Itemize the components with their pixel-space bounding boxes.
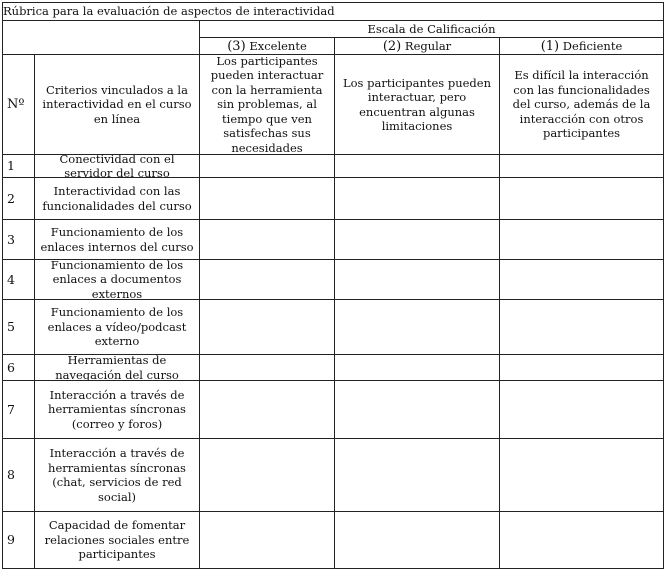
table-row [3,512,664,569]
score-cell [500,300,664,355]
criterion-text: Funcionamiento de los enlaces a vídeo/podcast externo [47,305,187,349]
criterion-text: Interacción a través de herramientas síncronas (chat, servicios de red social) [48,446,186,504]
level-description-cell [500,55,664,155]
row-number-cell [3,300,35,355]
score-cell [335,300,500,355]
criterion-text: Herramientas de navegación del curso [55,355,179,380]
row-number-cell [3,512,35,569]
level-description-excellent: Los participantes pueden interactuar con la herramienta sin problemas, al tiempo que ven satisfechas sus necesidades [210,55,324,154]
scale-header-cell [200,21,664,38]
table-title: Rúbrica para la evaluación de aspectos de interactividad [3,4,335,19]
criteria-header [35,55,199,154]
title-row [3,3,664,21]
score-cell [200,355,335,381]
score-cell [200,155,335,178]
criterion-text: Funcionamiento de los enlaces internos del curso [40,225,194,254]
level-description-deficient: Es difícil la interacción con las funcionalidades del curso, además de la interacción con otros participantes [512,68,651,141]
row-number: 4 [7,272,15,287]
score-cell [335,178,500,220]
table-row [3,155,664,178]
row-number: 7 [7,402,15,417]
row-number-cell [3,260,35,300]
score-cell [335,439,500,512]
table-row [3,220,664,260]
column-header-row [3,55,664,155]
score-cell [200,260,335,300]
criterion-text: Interacción a través de herramientas síncronas (correo y foros) [48,387,186,431]
score-cell [200,300,335,355]
score-cell [500,260,664,300]
score-cell [500,512,664,569]
level-label: Regular [404,39,452,53]
table-row [3,439,664,512]
level-regular-cell [335,38,500,55]
score-cell [500,381,664,439]
level-label: Excelente [249,39,307,53]
score-cell [200,381,335,439]
row-number: 8 [7,467,15,482]
level-description-regular: Los participantes pueden interactuar, pero encuentran algunas limitaciones [342,75,491,133]
criterion-cell [35,260,200,300]
level-excellent-cell [200,38,335,55]
number-header: Nº [7,97,25,112]
criterion-cell [35,439,200,512]
blank-header-cell [3,21,200,55]
scale-row [3,21,664,38]
criterion-cell [35,355,200,381]
row-number-cell [3,381,35,439]
level-number: (2) [382,39,402,54]
criterion-cell [35,178,200,220]
row-number: 9 [7,532,15,547]
score-cell [335,220,500,260]
rubric-table [2,2,664,569]
criterion-text: Capacidad de fomentar relaciones sociales entre participantes [44,518,190,562]
score-cell [500,439,664,512]
criteria-header-text: Criterios vinculados a la interactividad en el curso en línea [42,82,192,126]
level-description-cell [200,55,335,155]
criterion-cell [35,220,200,260]
row-number-cell [3,355,35,381]
score-cell [200,178,335,220]
criterion-cell [35,381,200,439]
score-cell [335,155,500,178]
criterion-cell [35,155,200,178]
table-row [3,178,664,220]
criterion-text: Interactividad con las funcionalidades del curso [42,184,192,213]
row-number: 3 [7,232,15,247]
score-cell [500,155,664,178]
table-row [3,300,664,355]
criterion-cell [35,512,200,569]
criteria-header-cell [35,55,200,155]
criterion-cell [35,300,200,355]
table-row [3,260,664,300]
score-cell [200,439,335,512]
score-cell [200,220,335,260]
score-cell [500,178,664,220]
score-cell [335,355,500,381]
row-number: 5 [7,319,15,334]
level-description-cell [335,55,500,155]
score-cell [200,512,335,569]
score-cell [335,260,500,300]
level-number: (1) [540,39,560,54]
row-number-cell [3,439,35,512]
row-number: 2 [7,191,15,206]
row-number-cell [3,178,35,220]
score-cell [500,355,664,381]
row-number-cell [3,220,35,260]
table-row [3,381,664,439]
table-title-cell [3,3,664,21]
row-number: 1 [7,158,15,173]
criterion-text: Funcionamiento de los enlaces a documentos externos [50,260,184,299]
level-deficient-cell [500,38,664,55]
level-number: (3) [227,39,246,54]
row-number-cell [3,155,35,178]
row-number: 6 [7,360,15,375]
score-cell [335,381,500,439]
level-label: Deficiente [562,39,623,53]
number-header-cell [3,55,35,155]
score-cell [500,220,664,260]
criterion-text: Conectividad con el servidor del curso [59,155,175,177]
table-row [3,355,664,381]
scale-header: Escala de Calificación [367,22,496,36]
score-cell [335,512,500,569]
